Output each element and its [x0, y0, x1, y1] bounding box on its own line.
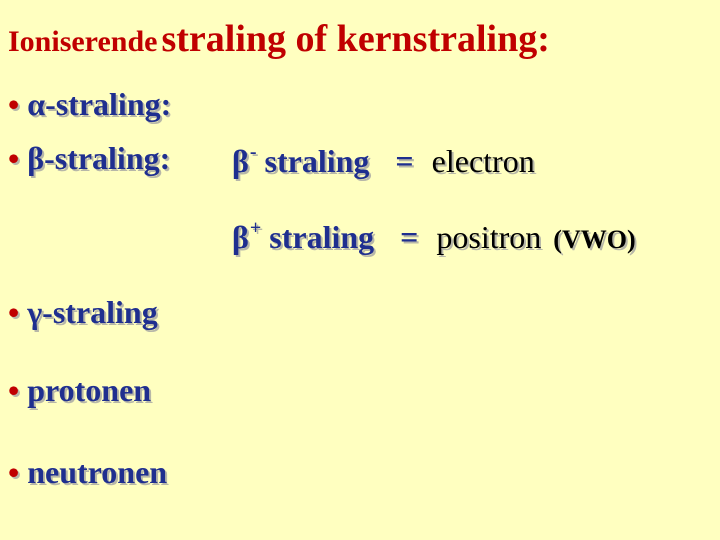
beta-plus-result: positron: [436, 219, 542, 255]
title-part-2: straling of kernstraling:: [161, 18, 550, 60]
beta-plus-word: straling: [269, 219, 375, 255]
beta-label: -straling:: [44, 140, 171, 176]
beta-minus-result: electron: [431, 143, 535, 179]
bullet: •: [8, 454, 20, 490]
beta-plus-symbol: β: [232, 219, 249, 255]
gamma-symbol: γ: [27, 294, 43, 330]
gamma-label: -straling: [42, 294, 158, 330]
beta-plus-equals: =: [400, 219, 419, 255]
neutronen-label: neutronen: [27, 454, 168, 490]
gamma-item: [8, 296, 158, 328]
alpha-label: -straling:: [45, 86, 172, 122]
beta-plus-line: [232, 218, 636, 253]
title-part-1: Ioniserende: [8, 25, 158, 58]
beta-symbol: β: [27, 140, 45, 176]
beta-minus-word: straling: [264, 143, 370, 179]
bullet: •: [8, 294, 20, 330]
protonen-item: [8, 374, 151, 406]
beta-plus-sign: +: [249, 217, 262, 239]
beta-item: [8, 142, 170, 174]
bullet: •: [8, 140, 20, 176]
bullet: •: [8, 372, 20, 408]
alpha-symbol: α: [27, 86, 46, 122]
bullet: •: [8, 86, 20, 122]
beta-minus-line: [232, 142, 535, 177]
alpha-item: [8, 88, 171, 120]
protonen-label: protonen: [27, 372, 152, 408]
slide-title: [8, 20, 550, 58]
beta-minus-symbol: β: [232, 143, 249, 179]
vwo-note: (VWO): [553, 225, 636, 254]
neutronen-item: [8, 456, 167, 488]
beta-minus-equals: =: [395, 143, 414, 179]
beta-minus-sign: -: [249, 141, 257, 163]
